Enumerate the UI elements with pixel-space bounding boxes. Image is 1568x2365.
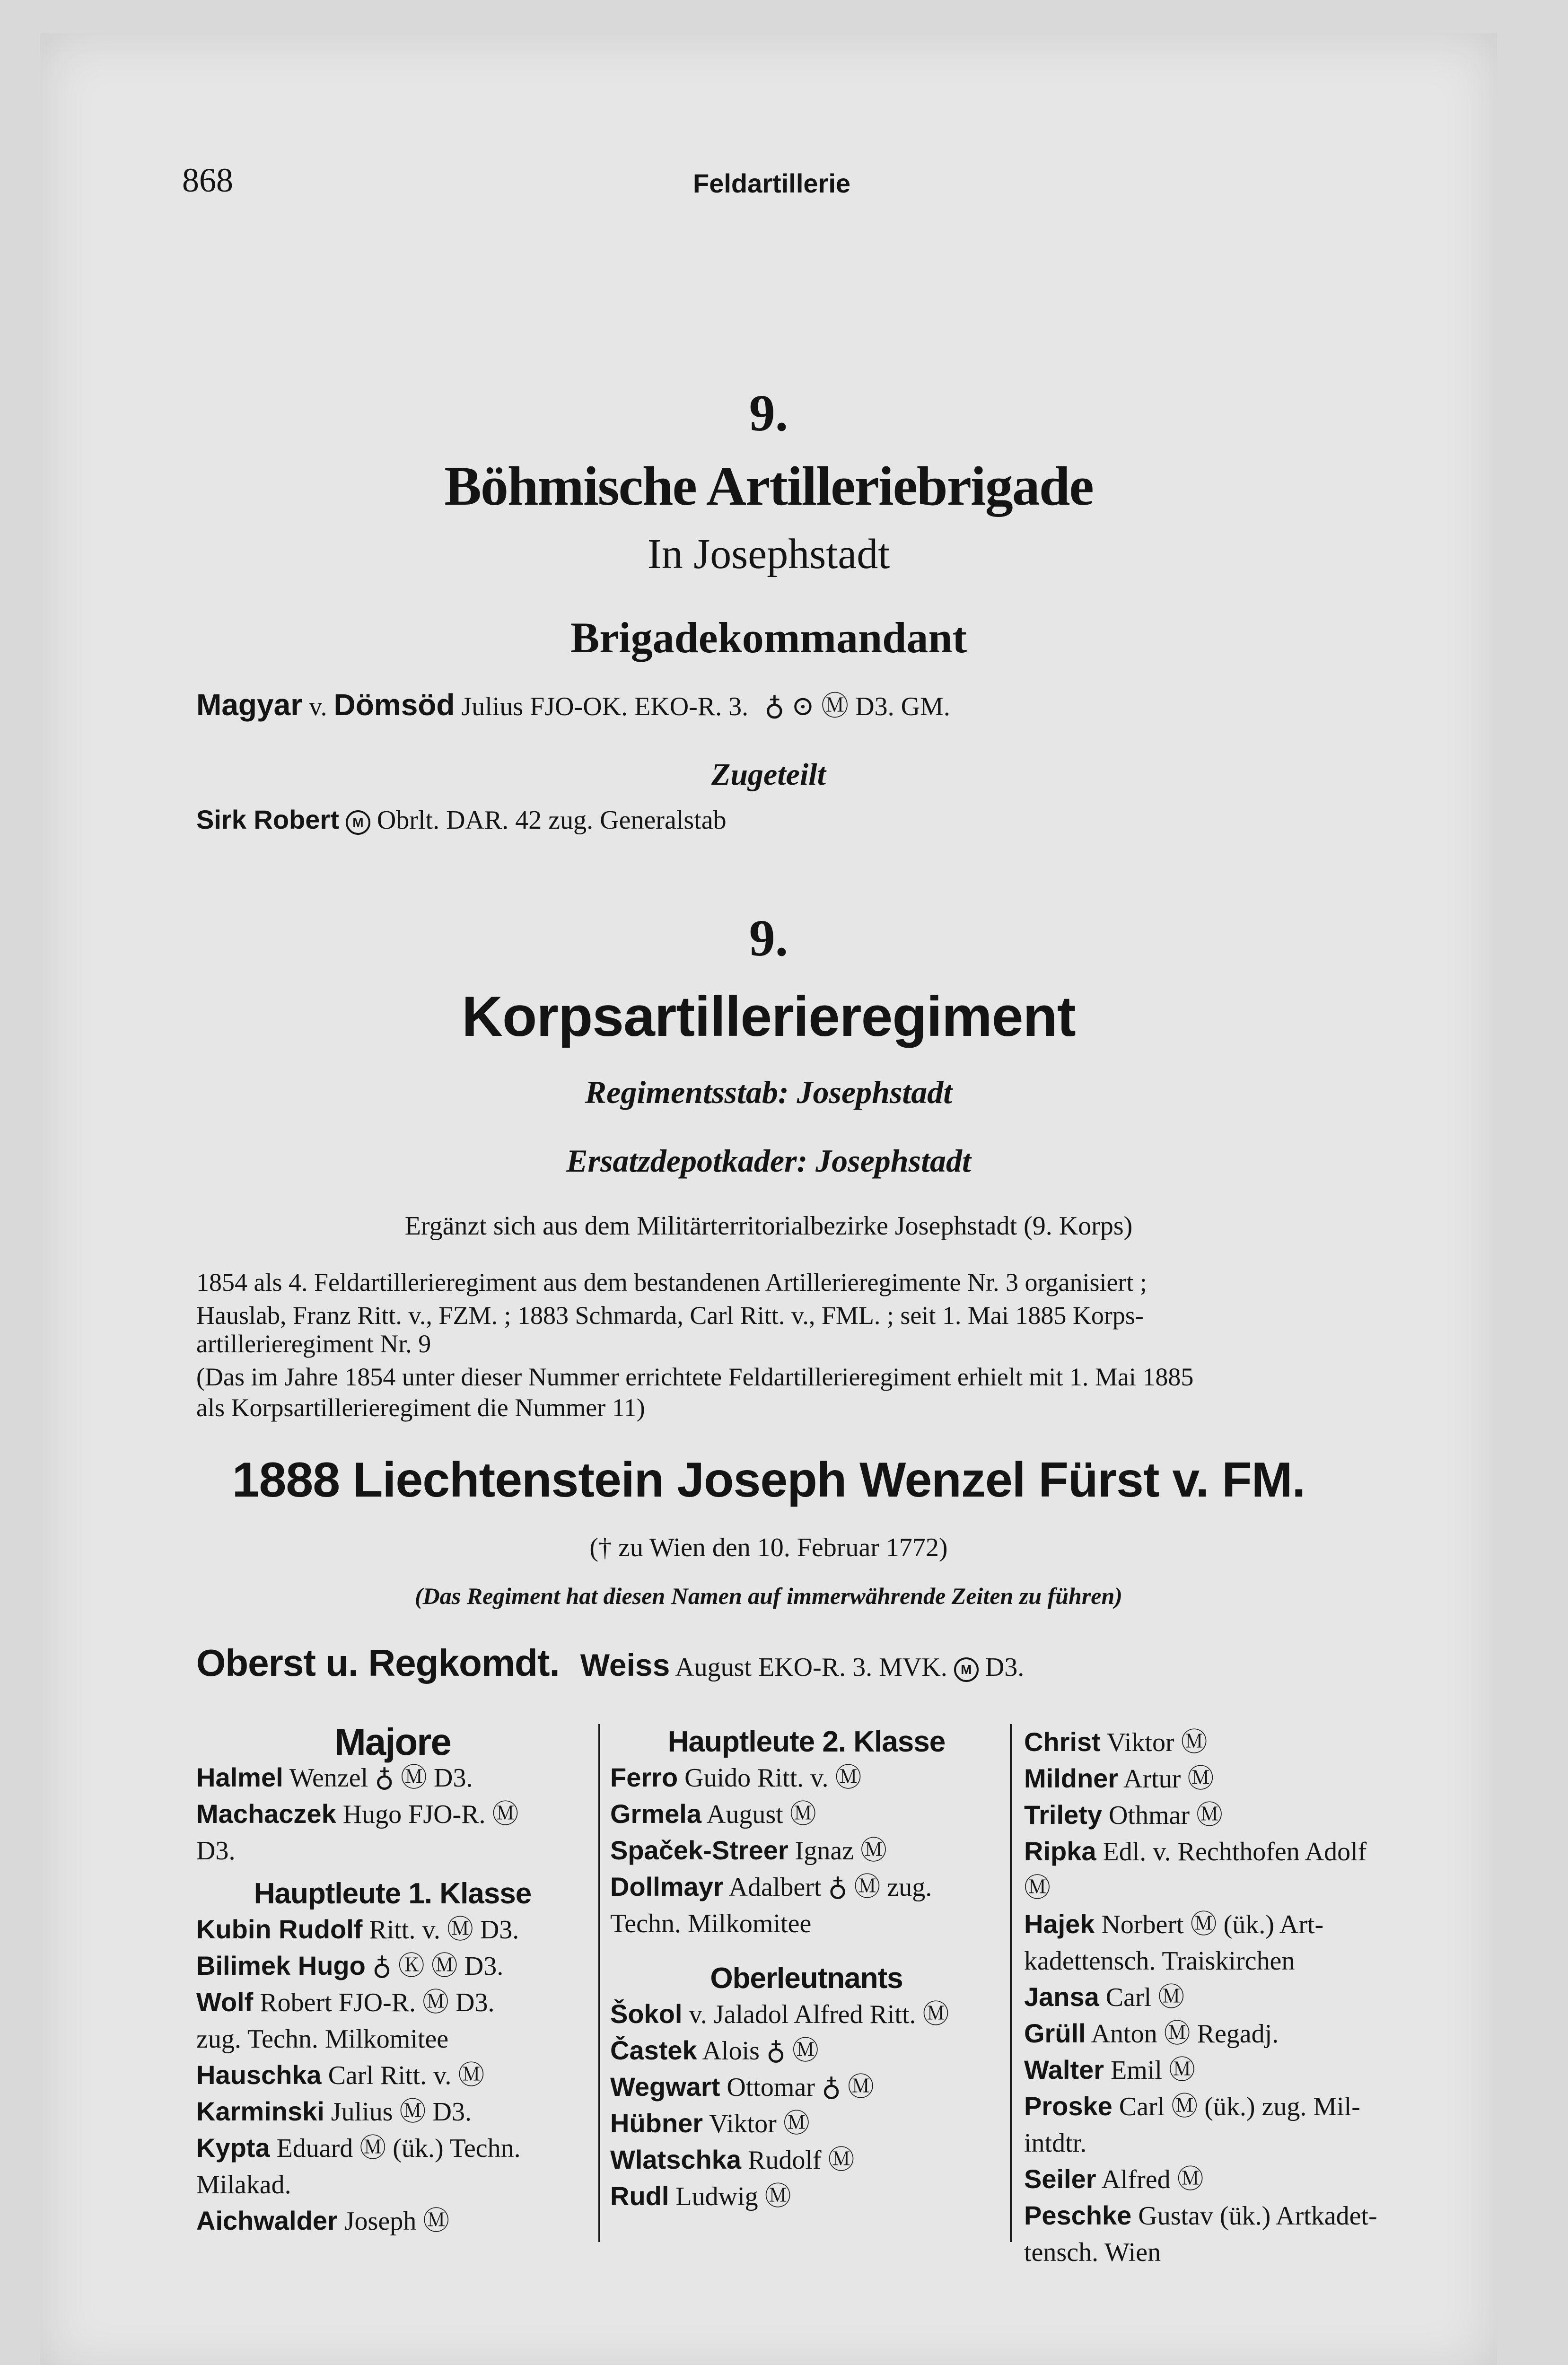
person-name: Wolf xyxy=(196,1987,254,2017)
list-item xyxy=(196,1984,589,2021)
list-item xyxy=(1024,2234,1440,2270)
list-item xyxy=(610,1869,1003,1905)
list-item xyxy=(610,1760,1003,1796)
colonel-line xyxy=(196,1641,1024,1685)
history-line-1: 1854 als 4. Feldartillerieregiment aus dem bestandenen Artillerieregimente Nr. 3 organisiert ; xyxy=(196,1268,1147,1296)
person-details: Julius Ⓜ D3. xyxy=(324,2097,472,2127)
person-name: Grüll xyxy=(1024,2018,1086,2048)
person-details: August Ⓜ xyxy=(701,1800,816,1829)
left-column xyxy=(196,1721,589,2239)
assigned-name: Sirk Robert xyxy=(196,805,339,834)
person-details: v. Jaladol Alfred Ritt. Ⓜ xyxy=(682,2000,949,2029)
person-details: zug. Techn. Milkomitee xyxy=(196,2024,449,2054)
regiment-staff: Regimentsstab: Josephstadt xyxy=(585,1074,953,1110)
person-name: Seiler xyxy=(1024,2164,1096,2194)
list-item xyxy=(196,2203,589,2239)
person-name: Halmel xyxy=(196,1762,283,1792)
person-details: Gustav (ük.) Artkadet- xyxy=(1131,2201,1377,2231)
commander-titles: FJO-OK. EKO-R. 3. xyxy=(523,692,749,721)
person-name: Walter xyxy=(1024,2055,1104,2085)
column-divider-right xyxy=(1010,1724,1012,2242)
list-item xyxy=(196,2130,589,2166)
list-item xyxy=(196,2166,589,2203)
colonel-name: Weiss xyxy=(580,1647,670,1682)
person-name: Dollmayr xyxy=(610,1872,724,1901)
commander-given: Julius xyxy=(455,692,524,721)
person-name: Trilety xyxy=(1024,1800,1102,1830)
commander-decorations: ♁ ⊙ Ⓜ xyxy=(764,691,849,721)
person-details: Carl Ritt. v. Ⓜ xyxy=(321,2061,485,2090)
person-name: Hübner xyxy=(610,2108,703,2138)
list-item xyxy=(610,1996,1003,2032)
person-name: Machaczek xyxy=(196,1799,336,1829)
list-item xyxy=(1024,1724,1440,1761)
person-details: tensch. Wien xyxy=(1024,2238,1161,2267)
list-item xyxy=(196,1796,589,1832)
list-item xyxy=(1024,1906,1440,1943)
person-name: Karminski xyxy=(196,2096,324,2126)
person-details: Ottomar ♁ Ⓜ xyxy=(720,2073,874,2102)
list-item xyxy=(610,1832,1003,1869)
list-item xyxy=(610,2142,1003,2178)
list-item xyxy=(196,1832,589,1869)
person-name: Kypta xyxy=(196,2133,270,2163)
person-details: Hugo FJO-R. Ⓜ xyxy=(336,1800,519,1829)
list-item xyxy=(1024,1833,1440,1870)
person-name: Jansa xyxy=(1024,1982,1099,2012)
middle-column xyxy=(610,1724,1003,2215)
patron-note: (Das Regiment hat diesen Namen auf immerwährende Zeiten zu führen) xyxy=(415,1583,1122,1609)
colonel-rest: August EKO-R. 3. MVK. xyxy=(670,1653,947,1682)
m-medal-icon: M xyxy=(954,1657,979,1682)
history-line-4: (Das im Jahre 1854 unter dieser Nummer errichtete Feldartillerieregiment erhielt mit 1. Mai 1885 xyxy=(196,1363,1194,1391)
person-details: Techn. Milkomitee xyxy=(610,1909,812,1938)
colonel-label: Oberst u. Regkomdt. xyxy=(196,1642,560,1684)
person-name: Šokol xyxy=(610,1999,683,2029)
brigade-title: Böhmische Artilleriebrigade xyxy=(444,455,1093,517)
list-item xyxy=(610,2032,1003,2069)
person-name: Peschke xyxy=(1024,2200,1132,2230)
person-name: Wegwart xyxy=(610,2072,720,2102)
person-details: Norbert Ⓜ (ük.) Art- xyxy=(1095,1910,1324,1939)
list-item xyxy=(1024,2198,1440,2234)
regiment-recruit: Ergänzt sich aus dem Militärterritorialbezirke Josephstadt (9. Korps) xyxy=(404,1211,1133,1241)
person-details: Edl. v. Rechthofen Adolf xyxy=(1096,1837,1367,1866)
column-divider-left xyxy=(598,1724,600,2242)
person-details: Carl Ⓜ (ük.) zug. Mil- xyxy=(1112,2092,1360,2121)
oberleutnants-heading: Oberleutnants xyxy=(710,1962,903,1995)
person-details: Emil Ⓜ xyxy=(1104,2056,1195,2085)
majore-heading: Majore xyxy=(334,1721,451,1763)
person-name: Kubin Rudolf xyxy=(196,1914,363,1944)
right-column xyxy=(1024,1724,1440,2270)
person-name: Ferro xyxy=(610,1762,678,1792)
list-item xyxy=(196,2093,589,2130)
list-item xyxy=(610,2069,1003,2105)
list-item xyxy=(1024,2088,1440,2125)
history-line-2: Hauslab, Franz Ritt. v., FZM. ; 1883 Schmarda, Carl Ritt. v., FML. ; seit 1. Mai 1885 Korps- xyxy=(196,1301,1144,1330)
list-item xyxy=(1024,1979,1440,2015)
person-details: Othmar Ⓜ xyxy=(1102,1801,1223,1830)
regiment-patron: 1888 Liechtenstein Joseph Wenzel Fürst v. FM. xyxy=(232,1453,1305,1507)
list-item xyxy=(610,1905,1003,1942)
list-item xyxy=(196,1760,589,1796)
person-details: Carl Ⓜ xyxy=(1099,1983,1185,2012)
person-details: Ignaz Ⓜ xyxy=(788,1836,887,1866)
person-details: Guido Ritt. v. Ⓜ xyxy=(678,1763,862,1793)
person-details: Ritt. v. Ⓜ D3. xyxy=(362,1915,519,1945)
person-details: Joseph Ⓜ xyxy=(337,2207,450,2236)
regiment-title: Korpsartillerieregiment xyxy=(462,985,1076,1048)
commander-heading: Brigadekommandant xyxy=(570,613,967,662)
person-details: intdtr. xyxy=(1024,2128,1087,2158)
page-number: 868 xyxy=(182,161,233,199)
person-name: Rudl xyxy=(610,2181,669,2211)
person-name: Spaček-Streer xyxy=(610,1835,788,1865)
person-name: Wlatschka xyxy=(610,2145,741,2174)
person-name: Grmela xyxy=(610,1799,701,1829)
list-item xyxy=(1024,1761,1440,1797)
person-details: Alfred Ⓜ xyxy=(1096,2165,1204,2194)
person-details: Viktor Ⓜ xyxy=(1100,1728,1208,1757)
person-details: Adalbert ♁ Ⓜ zug. xyxy=(723,1873,932,1902)
list-item xyxy=(1024,2161,1440,2198)
list-item xyxy=(1024,2015,1440,2052)
brigade-number: 9. xyxy=(749,384,788,442)
list-item xyxy=(1024,1797,1440,1833)
person-name: Bilimek Hugo xyxy=(196,1951,366,1980)
regiment-depot: Ersatzdepotkader: Josephstadt xyxy=(566,1143,971,1179)
person-name: Aichwalder xyxy=(196,2206,338,2235)
person-details: Ⓜ xyxy=(1024,1874,1051,1903)
list-item xyxy=(196,1911,589,1948)
m-medal-icon: M xyxy=(346,810,370,835)
hauptleute1-heading: Hauptleute 1. Klasse xyxy=(254,1877,532,1910)
person-details: Rudolf Ⓜ xyxy=(741,2146,855,2175)
commander-line xyxy=(196,683,950,723)
commander-place: Dömsöd xyxy=(333,688,455,722)
assigned-heading: Zugeteilt xyxy=(711,757,826,792)
list-item xyxy=(1024,2052,1440,2088)
history-line-3: artillerieregiment Nr. 9 xyxy=(196,1330,431,1358)
person-details: Artur Ⓜ xyxy=(1118,1764,1214,1794)
patron-death: († zu Wien den 10. Februar 1772) xyxy=(589,1533,948,1562)
person-details: kadettensch. Traiskirchen xyxy=(1024,1946,1295,1976)
running-title: Feldartillerie xyxy=(693,168,851,198)
person-details: Milakad. xyxy=(196,2170,291,2199)
regiment-number: 9. xyxy=(749,909,788,967)
list-item xyxy=(196,1948,589,1984)
person-details: D3. xyxy=(196,1836,236,1866)
person-details: Eduard Ⓜ (ük.) Techn. xyxy=(270,2134,521,2163)
person-name: Častek xyxy=(610,2035,697,2065)
page xyxy=(40,33,1497,2365)
hauptleute2-heading: Hauptleute 2. Klasse xyxy=(667,1726,946,1758)
brigade-location: In Josephstadt xyxy=(647,531,890,578)
list-item xyxy=(196,2021,589,2057)
person-details: Ludwig Ⓜ xyxy=(669,2182,791,2211)
assigned-line xyxy=(196,804,727,835)
person-details: Anton Ⓜ Regadj. xyxy=(1086,2019,1279,2049)
list-item xyxy=(610,1796,1003,1832)
assigned-rest: Obrlt. DAR. 42 zug. Generalstab xyxy=(370,806,727,835)
person-details: Wenzel ♁ Ⓜ D3. xyxy=(283,1763,473,1793)
colonel-rank: D3. xyxy=(978,1653,1025,1682)
list-item xyxy=(1024,1943,1440,1979)
person-details: Alois ♁ Ⓜ xyxy=(697,2036,819,2066)
commander-surname: Magyar xyxy=(196,688,303,722)
list-item xyxy=(1024,2125,1440,2161)
person-details: Viktor Ⓜ xyxy=(703,2109,810,2138)
list-item xyxy=(1024,1870,1440,1906)
person-details: ♁ Ⓚ Ⓜ D3. xyxy=(365,1952,504,1981)
person-name: Christ xyxy=(1024,1727,1101,1757)
list-item xyxy=(610,2105,1003,2142)
person-name: Ripka xyxy=(1024,1836,1096,1866)
person-details: Robert FJO-R. Ⓜ D3. xyxy=(253,1988,495,2017)
list-item xyxy=(196,2057,589,2093)
list-item xyxy=(610,2178,1003,2215)
person-name: Hauschka xyxy=(196,2060,322,2090)
person-name: Mildner xyxy=(1024,1763,1119,1793)
commander-nobility: v. xyxy=(302,692,334,721)
person-name: Proske xyxy=(1024,2091,1112,2121)
history-line-5: als Korpsartillerieregiment die Nummer 11) xyxy=(196,1393,645,1422)
person-name: Hajek xyxy=(1024,1909,1095,1939)
commander-rank: D3. GM. xyxy=(849,692,950,721)
